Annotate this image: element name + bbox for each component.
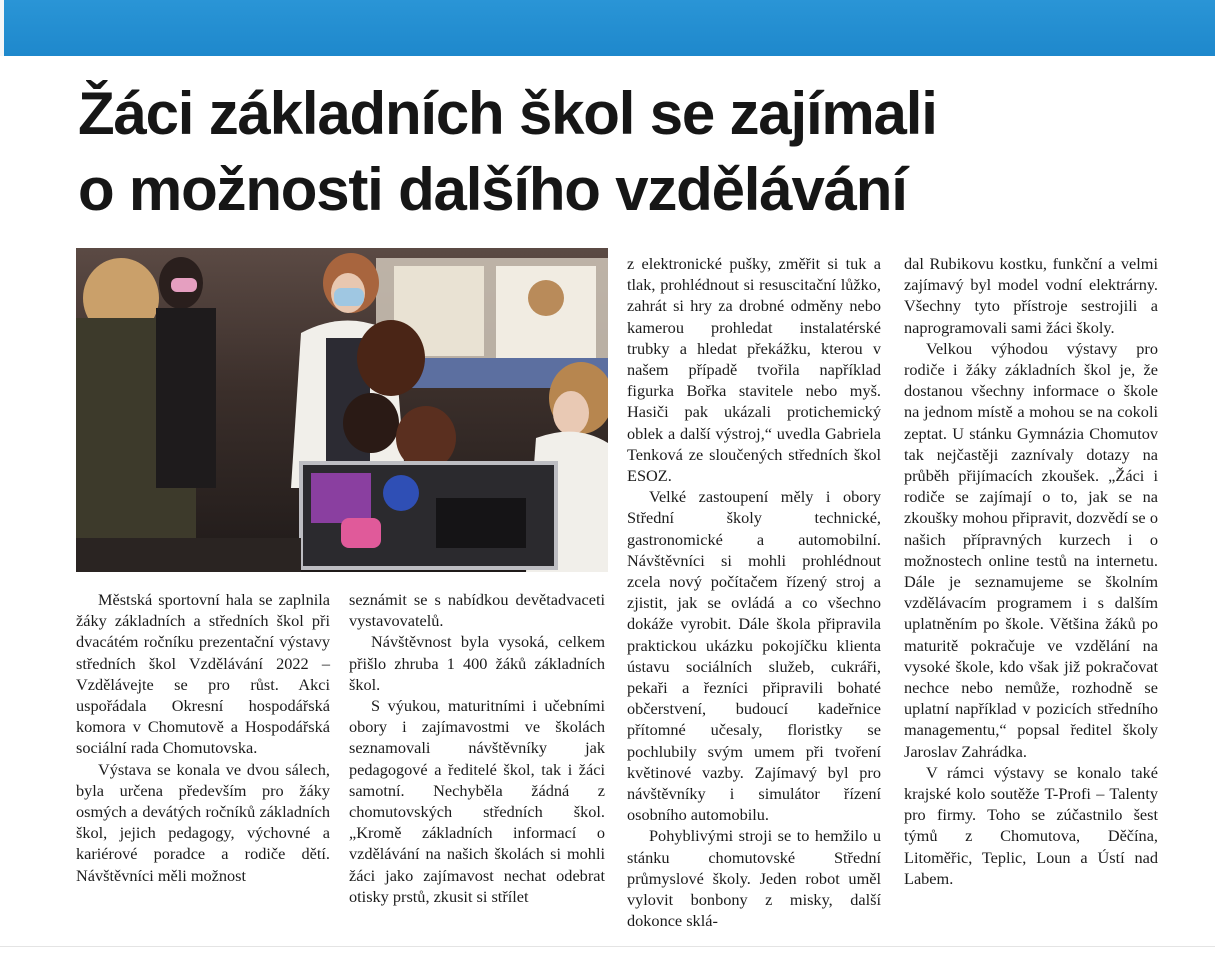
paragraph: Návštěvnost byla vysoká, celkem přišlo zhruba 1 400 žáků základních škol. — [349, 632, 605, 694]
scan-edge — [0, 0, 4, 56]
article-column-3 — [627, 253, 881, 932]
article-column-4 — [904, 253, 1158, 889]
page-fold-line — [0, 946, 1215, 947]
exhibition-photo — [76, 248, 608, 572]
paragraph: seznámit se s nabídkou devětadvaceti vystavovatelů. — [349, 590, 605, 631]
paragraph: Městská sportovní hala se zaplnila žáky základních a středních škol při dvacátém ročníku prezentační výstavy středních škol Vzdělávání 2022 – Vzdělávejte se pro růst. Akci uspořádala Okresní hospodářská komora v Chomutově a Hospodářská sociální rada Chomutovska. — [76, 590, 330, 758]
paragraph: z elektronické pušky, změřit si tuk a tlak, prohlédnout si resuscitační lůžko, zahrát si hry za drobné odměny nebo kamerou prohledat instalatérské trubky a hledat překážku, kterou v našem případě tvořila například figurka Bořka stavitele nebo myš. Hasiči pak ukázali protichemický oblek a další výstroj,“ uvedla Gabriela Tenková ze sloučených středních škol ESOZ. — [627, 254, 881, 486]
article-headline — [78, 76, 1178, 228]
article-column-1 — [76, 589, 330, 886]
paragraph: Velké zastoupení měly i obory Střední školy technické, gastronomické a automobilní. Návštěvníci si mohli prohlédnout zcela nový počítačem řízený stroj a zjistit, jak se ovládá a co všechno dokáže vyrobit. Dále škola připravila praktickou ukázku pokojíčku klienta ústavu sociálních služeb, cukráři, pekaři a řezníci připravili bohaté občerstvení, budoucí kadeřnice přítomné učesaly, floristky se pochlubily svým umem při tvoření květinové vazby. Zajímavý byl pro návštěvníky i simulátor řízení osobního automobilu. — [627, 487, 881, 825]
article-column-2 — [349, 589, 605, 907]
photo-illustration — [76, 248, 608, 572]
paragraph: Výstava se konala ve dvou sálech, byla určena především pro žáky osmých a devátých ročníků základních škol, jejich pedagogy, výchovné a kariérové poradce a rodiče dětí. Návštěvníci měli možnost — [76, 759, 330, 885]
header-color-bar — [0, 0, 1215, 56]
paragraph: S výukou, maturitními i učebními obory i zajímavostmi ve školách seznamovali návštěvníky jak pedagogové a ředitelé škol, tak i žáci samotní. Nechyběla žádná z chomutovských středních škol. „Kromě základních informací o vzdělávání na našich školách si mohli žáci jako zajímavost nechat odebrat otisky prstů, zkusit si střílet — [349, 696, 605, 906]
paragraph: Velkou výhodou výstavy pro rodiče i žáky základních škol je, že dostanou všechny informace o škole na jednom místě a mohou se na cokoli zeptat. U stánku Gymnázia Chomutov tak nejčastěji zaznívaly dotazy na průběh přijímacích zkoušek. „Žáci i rodiče se zajímají o to, jak se na zkoušky mohou připravit, dozvědí se o našich přípravných kurzech i o možnostech online testů na internetu. Dále je seznamujeme se školním vzdělávacím programem i s dalším uplatněním po škole. Většina žáků po maturitě pokračuje ve vzdělání na vysoké škole, kdo však již pokračovat nechce nebo nemůže, rozhodně se uplatní například v pozicích středního managementu,“ popsal ředitel školy Jaroslav Zahrádka. — [904, 338, 1158, 761]
headline-line-2: o možnosti dalšího vzdělávání — [78, 156, 907, 223]
paragraph: Pohyblivými stroji se to hemžilo u stánku chomutovské Střední průmyslové školy. Jeden robot uměl vylovit bonbony z misky, další dokonce sklá- — [627, 826, 881, 931]
headline-line-1: Žáci základních škol se zajímali — [78, 80, 937, 147]
paragraph: dal Rubikovu kostku, funkční a velmi zajímavý byl model vodní elektrárny. Všechny tyto přístroje sestrojili a naprogramovali sami žáci školy. — [904, 254, 1158, 337]
paragraph: V rámci výstavy se konalo také krajské kolo soutěže T-Profi – Talenty pro firmy. Toho se zúčastnilo šest týmů z Chomutova, Děčína, Litoměřic, Teplic, Loun a Ústí nad Labem. — [904, 762, 1158, 888]
